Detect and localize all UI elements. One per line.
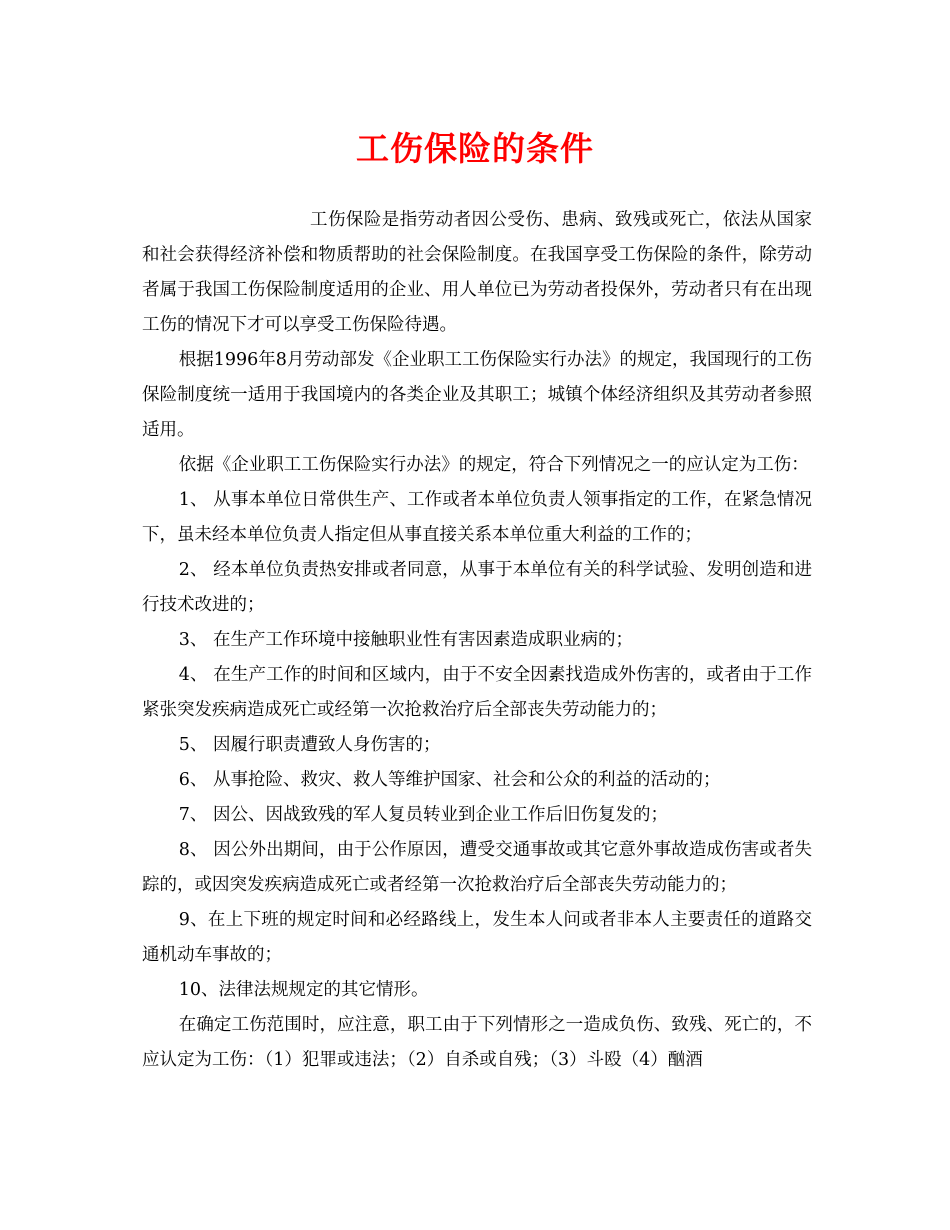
- list-item-2: 2、 经本单位负责热安排或者同意，从事于本单位有关的科学试验、发明创造和进行技术改进的；: [142, 560, 812, 615]
- document-title: 工伤保险的条件: [356, 129, 594, 168]
- list-item-3: 3、 在生产工作环境中接触职业性有害因素造成职业病的；: [178, 630, 633, 650]
- document-body: [142, 203, 812, 1078]
- list-item-8: 8、 因公外出期间，由于公作原因，遭受交通事故或其它意外事故造成伤害或者失踪的，或因突发疾病造成死亡或者经第一次抢救治疗后全部丧失劳动能力的；: [142, 840, 812, 895]
- list-item-6: 6、 从事抢险、救灾、救人等维护国家、社会和公众的利益的活动的；: [178, 770, 721, 790]
- list-item-4: 4、 在生产工作的时间和区域内，由于不安全因素找造成外伤害的，或者由于工作紧张突发疾病造成死亡或经第一次抢救治疗后全部丧失劳动能力的；: [142, 665, 812, 720]
- paragraph-criteria-intro: 依据《企业职工工伤保险实行办法》的规定，符合下列情况之一的应认定为工伤：: [178, 455, 809, 475]
- list-item-5: 5、 因履行职责遭致人身伤害的；: [178, 735, 441, 755]
- paragraph-exclusions: 在确定工伤范围时，应注意，职工由于下列情形之一造成负伤、致残、死亡的，不应认定为工伤：（1）犯罪或违法；（2）自杀或自残；（3）斗殴（4）酗酒: [142, 1015, 812, 1070]
- paragraph-definition: 工伤保险是指劳动者因公受伤、患病、致残或死亡，依法从国家和社会获得经济补偿和物质帮助的社会保险制度。在我国享受工伤保险的条件，除劳动者属于我国工伤保险制度适用的企业、用人单位已为劳动者投保外，劳动者只有在出现工伤的情况下才可以享受工伤保险待遇。: [142, 210, 812, 335]
- list-item-10: 10、法律法规规定的其它情形。: [178, 980, 429, 1000]
- paragraph-regulation-scope: 根据1996年8月劳动部发《企业职工工伤保险实行办法》的规定，我国现行的工伤保险制度统一适用于我国境内的各类企业及其职工；城镇个体经济组织及其劳动者参照适用。: [142, 350, 812, 440]
- list-item-7: 7、 因公、因战致残的军人复员转业到企业工作后旧伤复发的；: [178, 805, 668, 825]
- list-item-1: 1、 从事本单位日常供生产、工作或者本单位负责人领事指定的工作，在紧急情况下，虽未经本单位负责人指定但从事直接关系本单位重大利益的工作的；: [142, 490, 812, 545]
- list-item-9: 9、在上下班的规定时间和必经路线上，发生本人问或者非本人主要责任的道路交通机动车事故的；: [142, 910, 812, 965]
